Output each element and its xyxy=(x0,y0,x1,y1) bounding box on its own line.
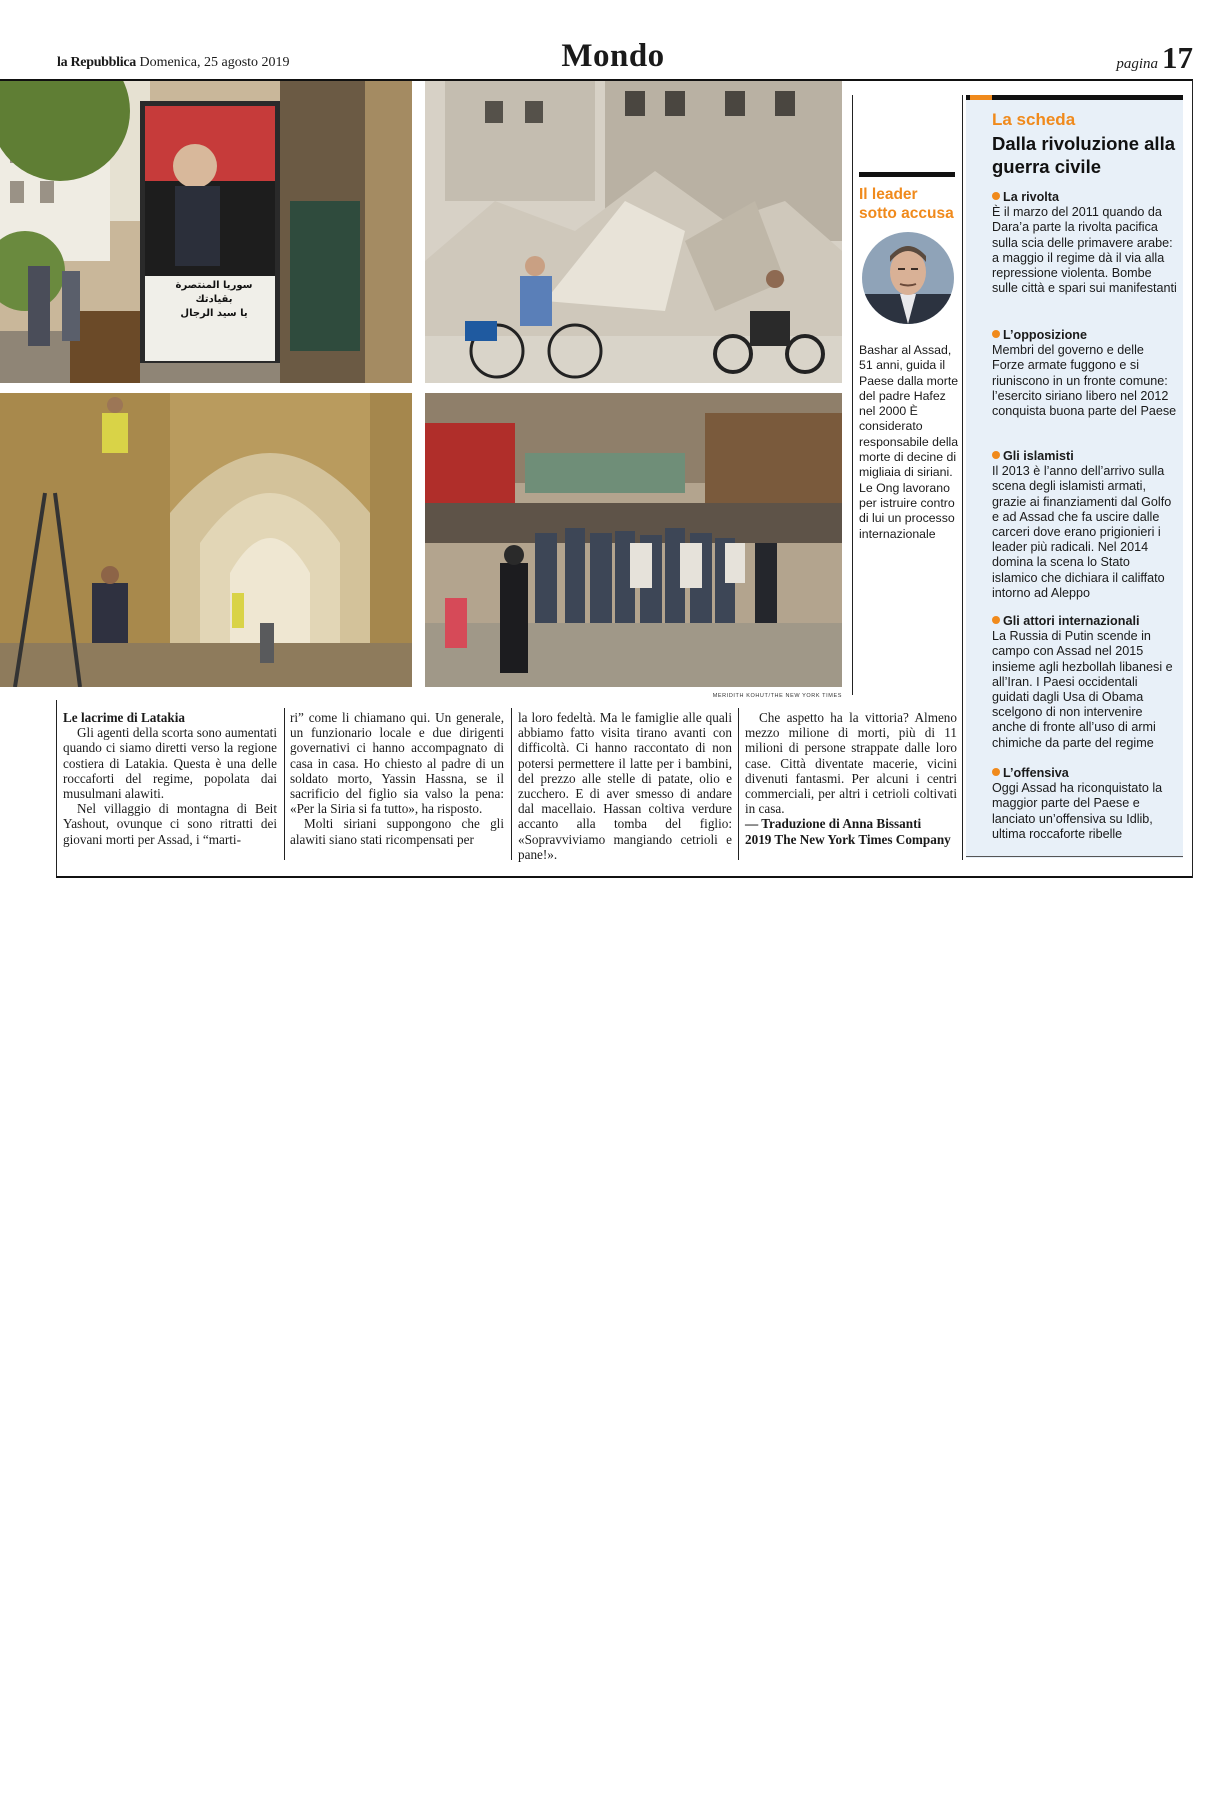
column-rule xyxy=(962,95,963,860)
section-title: Mondo xyxy=(561,38,665,74)
photo-rubble-cyclist xyxy=(425,81,842,383)
article-paragraph: ri” come li chiamano qui. Un generale, un funzionario locale e due dirigenti governativi ci hanno accompagnato di casa in casa. Ho chiesto al padre di un soldato morto, Yassin Hassna, se il sacrificio del figlio sia valso la pena: «Per la Siria si fa tutto», ha risposto. xyxy=(290,710,504,817)
fact-item-text: Il 2013 è l’anno dell’arrivo sulla scena degli islamisti armati, grazie ai finanziamenti dal Golfo e ad Assad che fa uscire dalle carceri dove erano prigionieri i leader più radicali. Nel 2014 domina la scena lo Stato islamico che dichiara il califfato intorno ad Aleppo xyxy=(992,464,1172,600)
newspaper-brand: la Repubblica xyxy=(57,55,136,70)
translator-credit: — Traduzione di Anna Bissanti xyxy=(745,816,922,832)
article-paragraph: Che aspetto ha la vittoria? Almeno mezzo milione di morti, più di 11 milioni di persone strappate dalle loro case. Città diventate macerie, vicini divenuti fantasmi. Per alcuni i centri commerciali, per altri i cetrioli coltivati in casa. xyxy=(745,710,957,817)
fact-box-eyebrow: La scheda xyxy=(992,110,1076,129)
fact-item-text: Oggi Assad ha riconquistato la maggior parte del Paese e lanciato un’offensiva su Idlib, ultima roccaforte ribelle xyxy=(992,781,1163,841)
fact-item xyxy=(992,449,1178,601)
article-column-1 xyxy=(63,710,277,847)
article-paragraph: Molti siriani suppongono che gli alawiti siano stati ricompensati per xyxy=(290,816,504,847)
article-paragraph: Nel villaggio di montagna di Beit Yashout, ovunque ci sono ritratti dei giovani morti per Assad, i “marti- xyxy=(63,801,277,847)
photo-bread-queue xyxy=(425,393,842,687)
poster-caption xyxy=(158,279,270,321)
poster-line-2: يا سيد الرجال xyxy=(180,308,248,319)
fact-item-heading: L’offensiva xyxy=(1003,766,1069,780)
article-bottom-rule xyxy=(56,876,1193,878)
leader-caption: Bashar al Assad, 51 anni, guida il Paese dalla morte del padre Hafez nel 2000 È considerato responsabile della morte di decine di migliaia di siriani. Le Ong lavorano per istruire contro di lui un processo internazionale xyxy=(859,343,959,541)
bullet-icon xyxy=(992,192,1000,200)
photo-street-poster xyxy=(0,81,412,383)
poster-line-1: سوريا المنتصرة بقيادتك xyxy=(175,280,253,305)
fact-box-accent xyxy=(970,95,992,100)
bullet-icon xyxy=(992,768,1000,776)
column-rule xyxy=(284,708,285,860)
fact-item xyxy=(992,614,1178,751)
photo-souk-workers xyxy=(0,393,412,687)
assad-portrait xyxy=(862,232,954,324)
fact-item-text: È il marzo del 2011 quando da Dara’a parte la rivolta pacifica sulla scia delle primavere arabe: a maggio il regime dà il via alla repressione violenta. Bombe sulle città e spari sui manifestanti xyxy=(992,205,1177,296)
page-label: pagina xyxy=(1116,56,1158,72)
copyright-line: 2019 The New York Times Company xyxy=(745,831,951,847)
article-paragraph: la loro fedeltà. Ma le famiglie alle quali abbiamo fatto visita tirano avanti con difficoltà. Ci hanno raccontato di non potersi permettere il latte per i bambini, del prezzo alle stelle di patate, olio e zucchero. E di aver smesso di andare dal macellaio. Hassan coltiva verdure accanto alla tomba del figlio: «Sopravviviamo mangiando cetrioli e pane!». xyxy=(518,710,732,862)
fact-item-text: La Russia di Putin scende in campo con Assad nel 2015 insieme agli hezbollah libanesi e all’Iran. I Paesi occidentali guidati dagli Usa di Obama scelgono di non intervenire anche di fronte all’uso di armi chimiche da parte del regime xyxy=(992,629,1173,750)
page-number-block xyxy=(1116,40,1193,76)
fact-item-heading: Gli islamisti xyxy=(1003,449,1074,463)
fact-item-heading: La rivolta xyxy=(1003,190,1059,204)
fact-item xyxy=(992,190,1178,296)
fact-item xyxy=(992,766,1178,842)
photo-credit: MERIDITH KOHUT/THE NEW YORK TIMES xyxy=(712,693,842,699)
leader-box-title: Il leader sotto accusa xyxy=(859,186,954,222)
page-number: 17 xyxy=(1162,40,1193,75)
article-subhead: Le lacrime di Latakia xyxy=(63,710,185,725)
fact-item-text: Membri del governo e delle Forze armate fuggono e si riuniscono in un fronte comune: l’esercito siriano libero nel 2012 conquista buona parte del Paese xyxy=(992,343,1177,419)
bullet-icon xyxy=(992,616,1000,624)
article-frame-left xyxy=(56,700,57,878)
fact-box-bottom-rule xyxy=(966,856,1183,857)
bullet-icon xyxy=(992,451,1000,459)
issue-date: Domenica, 25 agosto 2019 xyxy=(139,55,290,70)
fact-item xyxy=(992,328,1178,419)
bullet-icon xyxy=(992,330,1000,338)
leader-box-rule xyxy=(852,95,853,695)
article-frame-right xyxy=(1192,80,1193,878)
column-rule xyxy=(511,708,512,860)
fact-item-heading: L’opposizione xyxy=(1003,328,1087,342)
fact-box-title: Dalla rivoluzione alla guerra civile xyxy=(992,133,1176,177)
column-rule xyxy=(738,708,739,860)
fact-item-heading: Gli attori internazionali xyxy=(1003,614,1140,628)
article-column-2 xyxy=(290,710,504,847)
article-paragraph: Gli agenti della scorta sono aumentati quando ci siamo diretti verso la regione costiera di Latakia. Questa è una delle roccaforti del regime, popolata dai musulmani alawiti. xyxy=(63,725,277,802)
article-column-3 xyxy=(518,710,732,862)
fact-box-topbar xyxy=(966,95,1183,100)
article-column-4 xyxy=(745,710,957,847)
leader-box-topbar xyxy=(859,172,955,177)
